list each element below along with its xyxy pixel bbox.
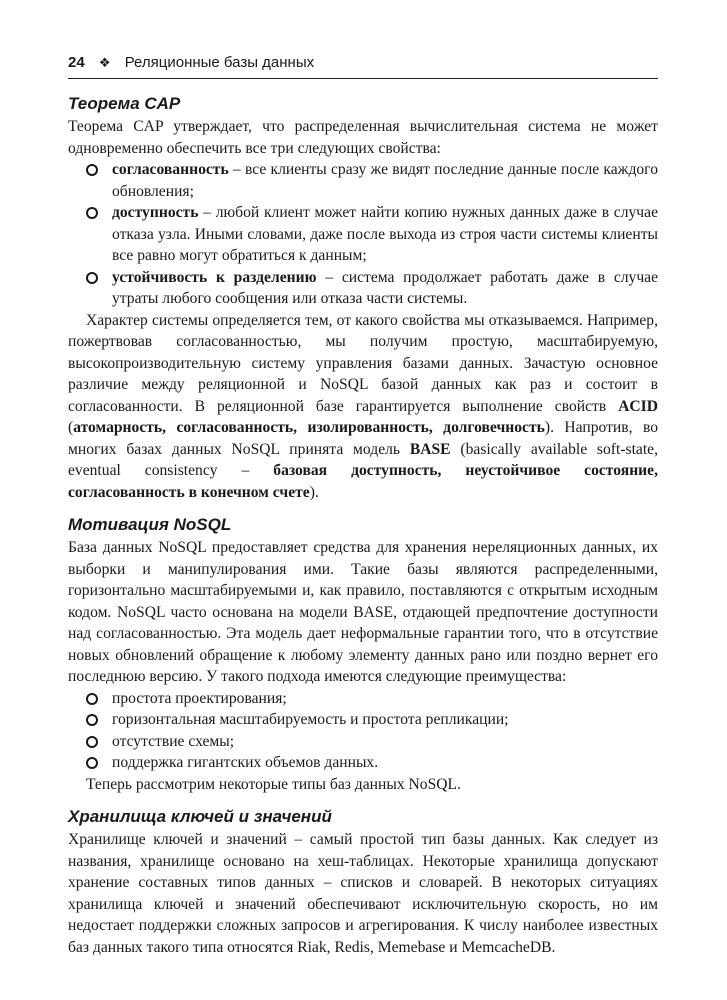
circle-bullet-icon	[86, 207, 98, 219]
list-item-text: простота проектирования;	[112, 689, 287, 707]
circle-bullet-icon	[86, 272, 98, 284]
cap-intro-paragraph: Теорема CAP утверждает, что распределенная вычислительная система не может одновременно обеспечить все три следующих свойства:	[68, 118, 658, 157]
running-header	[68, 52, 658, 79]
list-item	[68, 731, 658, 753]
section-heading-motivation: Мотивация NoSQL	[68, 515, 232, 534]
section-heading-cap: Теорема CAP	[68, 94, 181, 113]
acid-properties: атомарность, согласованность, изолированность, долговечность	[73, 419, 545, 436]
advantages-list	[68, 688, 658, 774]
list-item	[68, 752, 658, 774]
list-item-term: согласованность	[112, 161, 229, 178]
circle-bullet-icon	[86, 757, 98, 769]
list-item	[68, 688, 658, 710]
paragraph-text: Характер системы определяется тем, от какого свойства мы отказываемся. Например, пожертвовав согласованностью, мы получим простую, масштабируемую, высокопроизводительную систему управления базами данных. Зачастую основное различие между реляционной и NoSQL базой данных как раз и состоит в согласованности. В реляционной базе гарантируется выполнение свойств	[68, 311, 658, 415]
page-content	[68, 92, 658, 958]
list-item-term: устойчивость к разделению	[112, 268, 317, 286]
base-properties: базовая доступность, неустойчивое состояние, согласованность в конечном счете	[68, 462, 658, 501]
list-item-text: отсутствие схемы;	[112, 732, 235, 750]
list-item	[68, 267, 658, 310]
circle-bullet-icon	[86, 693, 98, 705]
cap-properties-list	[68, 159, 658, 310]
circle-bullet-icon	[86, 164, 98, 176]
paragraph-text: (	[68, 419, 74, 436]
paragraph-text: (basically available soft-state, eventual consistency –	[68, 440, 658, 479]
circle-bullet-icon	[86, 714, 98, 726]
cap-discussion-paragraph	[68, 310, 658, 504]
chapter-title: Реляционные базы данных	[124, 54, 315, 71]
motivation-closing: Теперь рассмотрим некоторые типы баз данных NoSQL.	[86, 775, 461, 793]
list-item-text: – все клиенты сразу же видят последние данные после каждого обновления;	[112, 161, 658, 200]
list-item	[68, 709, 658, 731]
list-item	[68, 202, 658, 267]
separator-ornament: ❖	[98, 55, 111, 70]
section-heading-key-value: Хранилища ключей и значений	[68, 807, 332, 826]
list-item-text: – система продолжает работать даже в случае утраты любого сообщения или отказа части системы.	[112, 268, 658, 307]
base-term: BASE	[409, 440, 451, 458]
list-item-term: доступность	[112, 204, 199, 221]
list-item	[68, 159, 658, 202]
key-value-paragraph: Хранилище ключей и значений – самый простой тип базы данных. Как следует из названия, хранилище основано на хеш-таблицах. Некоторые хранилища допускают хранение составных типов данных – списков и словарей. В некоторых ситуациях хранилища ключей и значений обеспечивают исключительную скорость, но им недостает поддержки сложных запросов и агрегирования. К числу наиболее известных баз данных такого типа относятся Riak, Redis, Memebase и MemcacheDB.	[68, 831, 658, 956]
list-item-text: – любой клиент может найти копию нужных данных даже в случае отказа узла. Иными словами, даже после выхода из строя части системы клиенты все равно могут обратиться к данным;	[112, 204, 658, 264]
paragraph-text: ). Напротив, во многих базах данных NoSQL принята модель	[68, 419, 658, 458]
circle-bullet-icon	[86, 736, 98, 748]
page-number: 24	[68, 54, 85, 71]
list-item-text: поддержка гигантских объемов данных.	[112, 754, 379, 771]
paragraph-text: ).	[309, 483, 319, 501]
list-item-text: горизонтальная масштабируемость и простота репликации;	[112, 711, 509, 728]
acid-term: ACID	[618, 397, 658, 415]
motivation-paragraph: База данных NoSQL предоставляет средства для хранения нереляционных данных, их выборки и манипулирования ими. Такие базы являются распределенными, горизонтально масштабируемыми и, как правило, поставляются с открытым исходным кодом. NoSQL часто основана на модели BASE, отдающей предпочтение доступности над согласованностью. Эта модель дает неформальные гарантии того, что в отсутствие новых обновлений обращение к любому элементу данных рано или поздно вернет его последнюю версию. У такого подхода имеются следующие преимущества:	[68, 539, 658, 685]
